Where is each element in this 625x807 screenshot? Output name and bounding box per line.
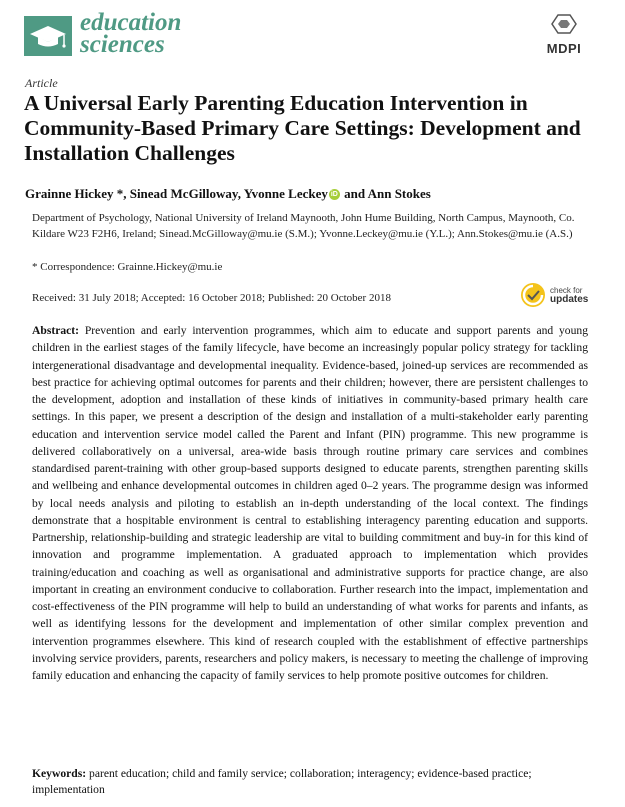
affiliation: Department of Psychology, National University of Ireland Maynooth, John Hume Building, North Campus, Maynooth, Co. Kildare W23 F2H6, Ireland; Sinead.McGilloway@mu.ie (S.M.); Yvonne.Leckey@mu.ie (Y.L.); Ann.Stokes@mu.ie (A.S.) (32, 212, 575, 240)
publication-dates: Received: 31 July 2018; Accepted: 16 October 2018; Published: 20 October 2018 (32, 292, 391, 304)
abstract-text: Prevention and early intervention programmes, which aim to educate and support parents and young children in the earliest stages of the family lifecycle, have become an increasingly popular policy strategy for tackling intergenerational disadvantage and developmental inequality. Evidence-based, joined-up services are recommended as best practice for achieving optimal outcomes for parents and their children; however, there are persistent challenges to the development, adoption and installation of these kinds of initiatives in community-based primary health care settings. In this paper, we present a description of the design and installation of a multi-stakeholder early parenting education and intervention service model called the Parent and Infant (PIN) programme. This new programme is delivered collaboratively on a universal, area-wide basis through routine primary care services and combines standardised parent-training with other group-based supports designed to educate parents, strengthen parenting skills and wellbeing and enhance developmental outcomes in children aged 0–2 years. The programme design was informed by local needs analysis and piloting to establish an in-depth understanding of the local context. The findings demonstrate that a hospitable environment is central to establishing interagency parenting education and supports. Partnership, relationship-building and strategic leadership are vital to building commitment and buy-in for this kind of innovation and programme implementation. A graduated approach to implementation which provides training/education and coaching as well as organisational and administrative supports for practice change, are also important in creating an environment conducive to collaboration. Further research into the impact, implementation and cost-effectiveness of the PIN programme will help to build an understanding of what works for parents and infants, as well as identifying lessons for the development and implementation of other similar complex prevention and intervention programmes elsewhere. This kind of research coupled with the establishment of effective partnerships involving service providers, parents, researchers and policy makers, is necessary to meeting the challenge of improving family education and enhancing the capacity of family services to help promote positive outcomes for children. (32, 324, 588, 682)
keywords (32, 766, 588, 798)
authors-text: Grainne Hickey *, Sinead McGilloway, Yvonne Leckey (25, 186, 328, 201)
authors-text-end: and Ann Stokes (340, 186, 431, 201)
check-updates-label (550, 286, 588, 304)
keywords-label: Keywords: (32, 767, 87, 780)
check-updates-line2: updates (550, 294, 589, 305)
check-for-updates-button[interactable] (520, 282, 588, 308)
graduation-cap-icon (24, 16, 72, 56)
keywords-text: parent education; child and family service; collaboration; interagency; evidence-based practice; implementation (32, 767, 532, 796)
correspondence: * Correspondence: Grainne.Hickey@mu.ie (32, 261, 223, 273)
publisher-name: MDPI (546, 41, 582, 56)
article-title: A Universal Early Parenting Education Intervention in Community-Based Primary Care Settings: Development and Installation Challenges (24, 91, 581, 165)
author-list (25, 186, 431, 202)
abstract (32, 322, 588, 684)
check-updates-icon (520, 282, 546, 308)
check-updates-line1: check for (550, 286, 583, 295)
mdpi-logo[interactable] (539, 14, 589, 56)
journal-logo[interactable] (24, 9, 182, 58)
article-type: Article (25, 76, 58, 90)
journal-name-line2: sciences (80, 31, 165, 58)
mdpi-hexagon-icon (551, 14, 577, 34)
journal-name (80, 9, 182, 58)
journal-name-line1: education (80, 9, 182, 36)
orcid-icon[interactable]: iD (330, 191, 338, 198)
abstract-label: Abstract: (32, 324, 80, 337)
